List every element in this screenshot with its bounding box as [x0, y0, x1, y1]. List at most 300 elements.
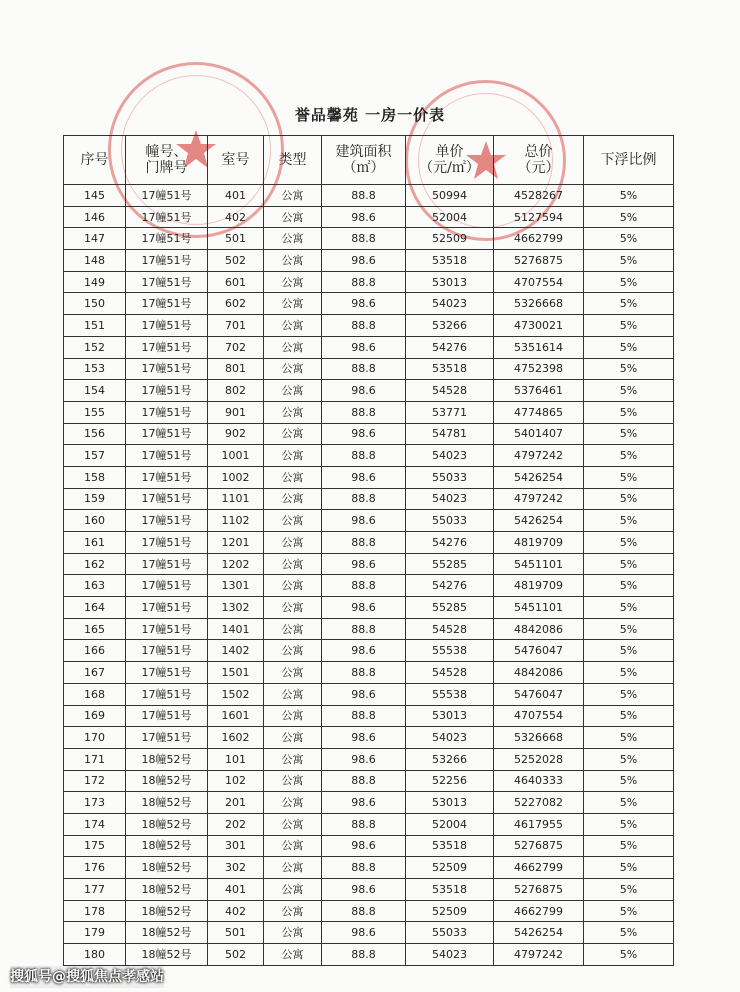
cell-total-price: 4707554: [494, 705, 584, 727]
cell-total-price: 5276875: [494, 879, 584, 901]
cell-area: 88.8: [322, 532, 406, 554]
cell-unit-price: 53771: [406, 401, 494, 423]
cell-building: 18幢52号: [126, 835, 208, 857]
cell-area: 98.6: [322, 466, 406, 488]
cell-building: 17幢51号: [126, 228, 208, 250]
cell-room: 302: [208, 857, 264, 879]
cell-building: 17幢51号: [126, 640, 208, 662]
cell-building: 17幢51号: [126, 315, 208, 337]
cell-discount: 5%: [584, 336, 674, 358]
table-row: [64, 532, 674, 554]
cell-building: 18幢52号: [126, 944, 208, 966]
cell-area: 88.8: [322, 770, 406, 792]
cell-discount: 5%: [584, 770, 674, 792]
cell-area: 88.8: [322, 445, 406, 467]
table-row: [64, 662, 674, 684]
cell-discount: 5%: [584, 597, 674, 619]
cell-building: 17幢51号: [126, 358, 208, 380]
table-row: [64, 705, 674, 727]
cell-type: 公寓: [264, 705, 322, 727]
cell-room: 1201: [208, 532, 264, 554]
cell-type: 公寓: [264, 488, 322, 510]
cell-discount: 5%: [584, 358, 674, 380]
cell-discount: 5%: [584, 401, 674, 423]
table-row: [64, 835, 674, 857]
cell-no: 157: [64, 445, 126, 467]
cell-room: 502: [208, 250, 264, 272]
table-row: [64, 748, 674, 770]
cell-discount: 5%: [584, 185, 674, 207]
cell-unit-price: 55285: [406, 553, 494, 575]
cell-type: 公寓: [264, 748, 322, 770]
table-row: [64, 575, 674, 597]
cell-total-price: 4774865: [494, 401, 584, 423]
cell-no: 164: [64, 597, 126, 619]
cell-type: 公寓: [264, 900, 322, 922]
cell-area: 98.6: [322, 727, 406, 749]
cell-total-price: 4819709: [494, 532, 584, 554]
cell-type: 公寓: [264, 401, 322, 423]
cell-discount: 5%: [584, 423, 674, 445]
cell-no: 174: [64, 813, 126, 835]
cell-area: 88.8: [322, 705, 406, 727]
cell-discount: 5%: [584, 900, 674, 922]
cell-no: 165: [64, 618, 126, 640]
table-row: [64, 466, 674, 488]
cell-building: 17幢51号: [126, 727, 208, 749]
cell-building: 17幢51号: [126, 445, 208, 467]
cell-room: 402: [208, 206, 264, 228]
cell-type: 公寓: [264, 532, 322, 554]
cell-room: 1402: [208, 640, 264, 662]
cell-area: 88.8: [322, 185, 406, 207]
cell-room: 801: [208, 358, 264, 380]
cell-no: 159: [64, 488, 126, 510]
cell-room: 1302: [208, 597, 264, 619]
cell-building: 18幢52号: [126, 792, 208, 814]
cell-type: 公寓: [264, 315, 322, 337]
cell-discount: 5%: [584, 705, 674, 727]
cell-no: 151: [64, 315, 126, 337]
cell-unit-price: 55033: [406, 922, 494, 944]
table-row: [64, 380, 674, 402]
cell-unit-price: 53518: [406, 250, 494, 272]
cell-type: 公寓: [264, 250, 322, 272]
cell-building: 18幢52号: [126, 813, 208, 835]
cell-total-price: 4528267: [494, 185, 584, 207]
cell-no: 179: [64, 922, 126, 944]
cell-type: 公寓: [264, 727, 322, 749]
table-row: [64, 922, 674, 944]
cell-area: 98.6: [322, 835, 406, 857]
cell-discount: 5%: [584, 835, 674, 857]
cell-no: 178: [64, 900, 126, 922]
cell-total-price: 5451101: [494, 597, 584, 619]
table-row: [64, 944, 674, 966]
cell-unit-price: 54023: [406, 488, 494, 510]
cell-unit-price: 53518: [406, 358, 494, 380]
cell-no: 156: [64, 423, 126, 445]
cell-total-price: 4819709: [494, 575, 584, 597]
cell-unit-price: 54781: [406, 423, 494, 445]
cell-area: 98.6: [322, 293, 406, 315]
cell-discount: 5%: [584, 293, 674, 315]
cell-total-price: 5426254: [494, 922, 584, 944]
table-row: [64, 727, 674, 749]
cell-discount: 5%: [584, 488, 674, 510]
cell-unit-price: 54528: [406, 380, 494, 402]
cell-area: 88.8: [322, 662, 406, 684]
cell-room: 202: [208, 813, 264, 835]
cell-discount: 5%: [584, 250, 674, 272]
table-row: [64, 792, 674, 814]
cell-no: 169: [64, 705, 126, 727]
cell-room: 301: [208, 835, 264, 857]
cell-total-price: 4707554: [494, 271, 584, 293]
cell-discount: 5%: [584, 727, 674, 749]
cell-type: 公寓: [264, 445, 322, 467]
cell-total-price: 4617955: [494, 813, 584, 835]
cell-discount: 5%: [584, 532, 674, 554]
table-row: [64, 618, 674, 640]
cell-no: 172: [64, 770, 126, 792]
cell-discount: 5%: [584, 857, 674, 879]
table-row: [64, 315, 674, 337]
cell-type: 公寓: [264, 575, 322, 597]
cell-unit-price: 53013: [406, 705, 494, 727]
cell-discount: 5%: [584, 640, 674, 662]
cell-building: 17幢51号: [126, 336, 208, 358]
cell-type: 公寓: [264, 553, 322, 575]
cell-discount: 5%: [584, 662, 674, 684]
cell-discount: 5%: [584, 922, 674, 944]
cell-area: 98.6: [322, 206, 406, 228]
cell-total-price: 5326668: [494, 293, 584, 315]
table-row: [64, 423, 674, 445]
cell-no: 148: [64, 250, 126, 272]
cell-area: 88.8: [322, 575, 406, 597]
cell-room: 401: [208, 185, 264, 207]
cell-no: 167: [64, 662, 126, 684]
cell-unit-price: 55033: [406, 466, 494, 488]
cell-area: 88.8: [322, 900, 406, 922]
cell-type: 公寓: [264, 922, 322, 944]
cell-room: 402: [208, 900, 264, 922]
cell-area: 88.8: [322, 271, 406, 293]
cell-unit-price: 52509: [406, 228, 494, 250]
cell-unit-price: 54528: [406, 618, 494, 640]
column-header-area: 建筑面积 （㎡）: [322, 136, 406, 185]
table-row: [64, 401, 674, 423]
cell-type: 公寓: [264, 206, 322, 228]
document-title: 誉品馨苑 一房一价表: [294, 106, 446, 124]
cell-type: 公寓: [264, 813, 322, 835]
cell-total-price: 4842086: [494, 662, 584, 684]
cell-unit-price: 53518: [406, 879, 494, 901]
table-row: [64, 185, 674, 207]
cell-unit-price: 53518: [406, 835, 494, 857]
cell-type: 公寓: [264, 618, 322, 640]
table-header-row: [64, 136, 674, 185]
cell-area: 98.6: [322, 380, 406, 402]
cell-area: 98.6: [322, 640, 406, 662]
cell-unit-price: 54528: [406, 662, 494, 684]
cell-building: 17幢51号: [126, 683, 208, 705]
column-header-discount: 下浮比例: [584, 136, 674, 185]
cell-room: 1101: [208, 488, 264, 510]
cell-type: 公寓: [264, 380, 322, 402]
cell-total-price: 5276875: [494, 250, 584, 272]
cell-unit-price: 52509: [406, 900, 494, 922]
table-row: [64, 336, 674, 358]
cell-unit-price: 54023: [406, 944, 494, 966]
cell-no: 149: [64, 271, 126, 293]
cell-area: 98.6: [322, 683, 406, 705]
cell-type: 公寓: [264, 683, 322, 705]
cell-unit-price: 52004: [406, 813, 494, 835]
cell-room: 702: [208, 336, 264, 358]
cell-no: 175: [64, 835, 126, 857]
cell-room: 201: [208, 792, 264, 814]
column-header-unit-price: 单价 （元/㎡）: [406, 136, 494, 185]
cell-no: 158: [64, 466, 126, 488]
cell-no: 173: [64, 792, 126, 814]
column-header-total-price: 总价 （元）: [494, 136, 584, 185]
cell-no: 147: [64, 228, 126, 250]
cell-unit-price: 55285: [406, 597, 494, 619]
cell-building: 18幢52号: [126, 857, 208, 879]
cell-type: 公寓: [264, 879, 322, 901]
cell-discount: 5%: [584, 271, 674, 293]
cell-unit-price: 54023: [406, 445, 494, 467]
cell-area: 98.6: [322, 879, 406, 901]
cell-area: 98.6: [322, 792, 406, 814]
cell-discount: 5%: [584, 944, 674, 966]
cell-area: 88.8: [322, 618, 406, 640]
cell-area: 88.8: [322, 944, 406, 966]
cell-building: 18幢52号: [126, 922, 208, 944]
column-header-type: 类型: [264, 136, 322, 185]
cell-no: 150: [64, 293, 126, 315]
cell-area: 88.8: [322, 813, 406, 835]
cell-building: 17幢51号: [126, 423, 208, 445]
cell-total-price: 4730021: [494, 315, 584, 337]
cell-no: 155: [64, 401, 126, 423]
cell-building: 18幢52号: [126, 879, 208, 901]
cell-discount: 5%: [584, 792, 674, 814]
cell-type: 公寓: [264, 662, 322, 684]
cell-building: 18幢52号: [126, 748, 208, 770]
cell-unit-price: 53266: [406, 315, 494, 337]
cell-room: 1301: [208, 575, 264, 597]
cell-total-price: 4797242: [494, 445, 584, 467]
cell-total-price: 4662799: [494, 900, 584, 922]
table-row: [64, 597, 674, 619]
cell-building: 17幢51号: [126, 597, 208, 619]
cell-unit-price: 55538: [406, 640, 494, 662]
table-row: [64, 445, 674, 467]
cell-area: 98.6: [322, 510, 406, 532]
cell-discount: 5%: [584, 618, 674, 640]
cell-building: 18幢52号: [126, 770, 208, 792]
cell-building: 17幢51号: [126, 618, 208, 640]
table-row: [64, 553, 674, 575]
cell-room: 1601: [208, 705, 264, 727]
cell-no: 163: [64, 575, 126, 597]
cell-discount: 5%: [584, 813, 674, 835]
cell-building: 17幢51号: [126, 510, 208, 532]
cell-type: 公寓: [264, 857, 322, 879]
cell-type: 公寓: [264, 185, 322, 207]
cell-type: 公寓: [264, 770, 322, 792]
cell-room: 502: [208, 944, 264, 966]
cell-building: 18幢52号: [126, 900, 208, 922]
cell-building: 17幢51号: [126, 185, 208, 207]
cell-building: 17幢51号: [126, 271, 208, 293]
cell-room: 102: [208, 770, 264, 792]
table-row: [64, 228, 674, 250]
cell-discount: 5%: [584, 748, 674, 770]
cell-unit-price: 54023: [406, 293, 494, 315]
cell-building: 17幢51号: [126, 466, 208, 488]
cell-type: 公寓: [264, 228, 322, 250]
cell-area: 98.6: [322, 336, 406, 358]
table-row: [64, 770, 674, 792]
cell-unit-price: 52256: [406, 770, 494, 792]
cell-type: 公寓: [264, 835, 322, 857]
cell-discount: 5%: [584, 879, 674, 901]
cell-type: 公寓: [264, 640, 322, 662]
cell-building: 17幢51号: [126, 250, 208, 272]
site-watermark: 搜狐号@搜狐焦点孝感站: [10, 966, 164, 988]
cell-type: 公寓: [264, 293, 322, 315]
cell-type: 公寓: [264, 510, 322, 532]
cell-total-price: 4797242: [494, 488, 584, 510]
cell-unit-price: 55033: [406, 510, 494, 532]
cell-room: 802: [208, 380, 264, 402]
cell-no: 166: [64, 640, 126, 662]
cell-total-price: 4662799: [494, 857, 584, 879]
cell-area: 98.6: [322, 748, 406, 770]
cell-building: 17幢51号: [126, 553, 208, 575]
cell-discount: 5%: [584, 315, 674, 337]
cell-total-price: 5351614: [494, 336, 584, 358]
cell-no: 146: [64, 206, 126, 228]
column-header-no: 序号: [64, 136, 126, 185]
cell-discount: 5%: [584, 380, 674, 402]
cell-discount: 5%: [584, 466, 674, 488]
cell-total-price: 5476047: [494, 683, 584, 705]
cell-building: 17幢51号: [126, 705, 208, 727]
cell-building: 17幢51号: [126, 532, 208, 554]
column-header-room: 室号: [208, 136, 264, 185]
cell-total-price: 4640333: [494, 770, 584, 792]
cell-no: 153: [64, 358, 126, 380]
cell-room: 901: [208, 401, 264, 423]
cell-no: 160: [64, 510, 126, 532]
cell-unit-price: 55538: [406, 683, 494, 705]
cell-area: 98.6: [322, 553, 406, 575]
cell-type: 公寓: [264, 597, 322, 619]
cell-no: 180: [64, 944, 126, 966]
cell-building: 17幢51号: [126, 662, 208, 684]
table-body: [64, 185, 674, 966]
cell-room: 1602: [208, 727, 264, 749]
cell-discount: 5%: [584, 553, 674, 575]
cell-no: 154: [64, 380, 126, 402]
cell-type: 公寓: [264, 466, 322, 488]
cell-building: 17幢51号: [126, 575, 208, 597]
cell-discount: 5%: [584, 683, 674, 705]
cell-unit-price: 53013: [406, 792, 494, 814]
cell-total-price: 5476047: [494, 640, 584, 662]
cell-area: 98.6: [322, 423, 406, 445]
cell-room: 1502: [208, 683, 264, 705]
cell-type: 公寓: [264, 944, 322, 966]
cell-building: 17幢51号: [126, 293, 208, 315]
cell-area: 88.8: [322, 488, 406, 510]
cell-total-price: 5252028: [494, 748, 584, 770]
cell-unit-price: 53013: [406, 271, 494, 293]
cell-no: 170: [64, 727, 126, 749]
cell-area: 98.6: [322, 597, 406, 619]
cell-total-price: 4842086: [494, 618, 584, 640]
cell-room: 1401: [208, 618, 264, 640]
table-row: [64, 879, 674, 901]
cell-total-price: 4797242: [494, 944, 584, 966]
cell-room: 1102: [208, 510, 264, 532]
cell-unit-price: 54276: [406, 575, 494, 597]
cell-area: 88.8: [322, 228, 406, 250]
cell-no: 162: [64, 553, 126, 575]
table-row: [64, 488, 674, 510]
cell-discount: 5%: [584, 575, 674, 597]
cell-no: 152: [64, 336, 126, 358]
cell-total-price: 5401407: [494, 423, 584, 445]
cell-no: 171: [64, 748, 126, 770]
cell-no: 176: [64, 857, 126, 879]
cell-total-price: 4752398: [494, 358, 584, 380]
cell-area: 98.6: [322, 922, 406, 944]
table-row: [64, 293, 674, 315]
cell-no: 161: [64, 532, 126, 554]
table-row: [64, 206, 674, 228]
cell-no: 145: [64, 185, 126, 207]
cell-building: 17幢51号: [126, 401, 208, 423]
column-header-building: 幢号、 门牌号: [126, 136, 208, 185]
cell-area: 88.8: [322, 358, 406, 380]
cell-total-price: 5451101: [494, 553, 584, 575]
table-row: [64, 900, 674, 922]
cell-total-price: 5326668: [494, 727, 584, 749]
cell-area: 98.6: [322, 250, 406, 272]
cell-unit-price: 54023: [406, 727, 494, 749]
cell-total-price: 5426254: [494, 466, 584, 488]
cell-total-price: 5376461: [494, 380, 584, 402]
cell-discount: 5%: [584, 228, 674, 250]
cell-total-price: 5276875: [494, 835, 584, 857]
cell-room: 602: [208, 293, 264, 315]
cell-unit-price: 54276: [406, 532, 494, 554]
cell-building: 17幢51号: [126, 206, 208, 228]
cell-type: 公寓: [264, 271, 322, 293]
cell-building: 17幢51号: [126, 488, 208, 510]
cell-room: 601: [208, 271, 264, 293]
cell-unit-price: 50994: [406, 185, 494, 207]
cell-type: 公寓: [264, 358, 322, 380]
price-table: [63, 135, 674, 966]
cell-unit-price: 52004: [406, 206, 494, 228]
